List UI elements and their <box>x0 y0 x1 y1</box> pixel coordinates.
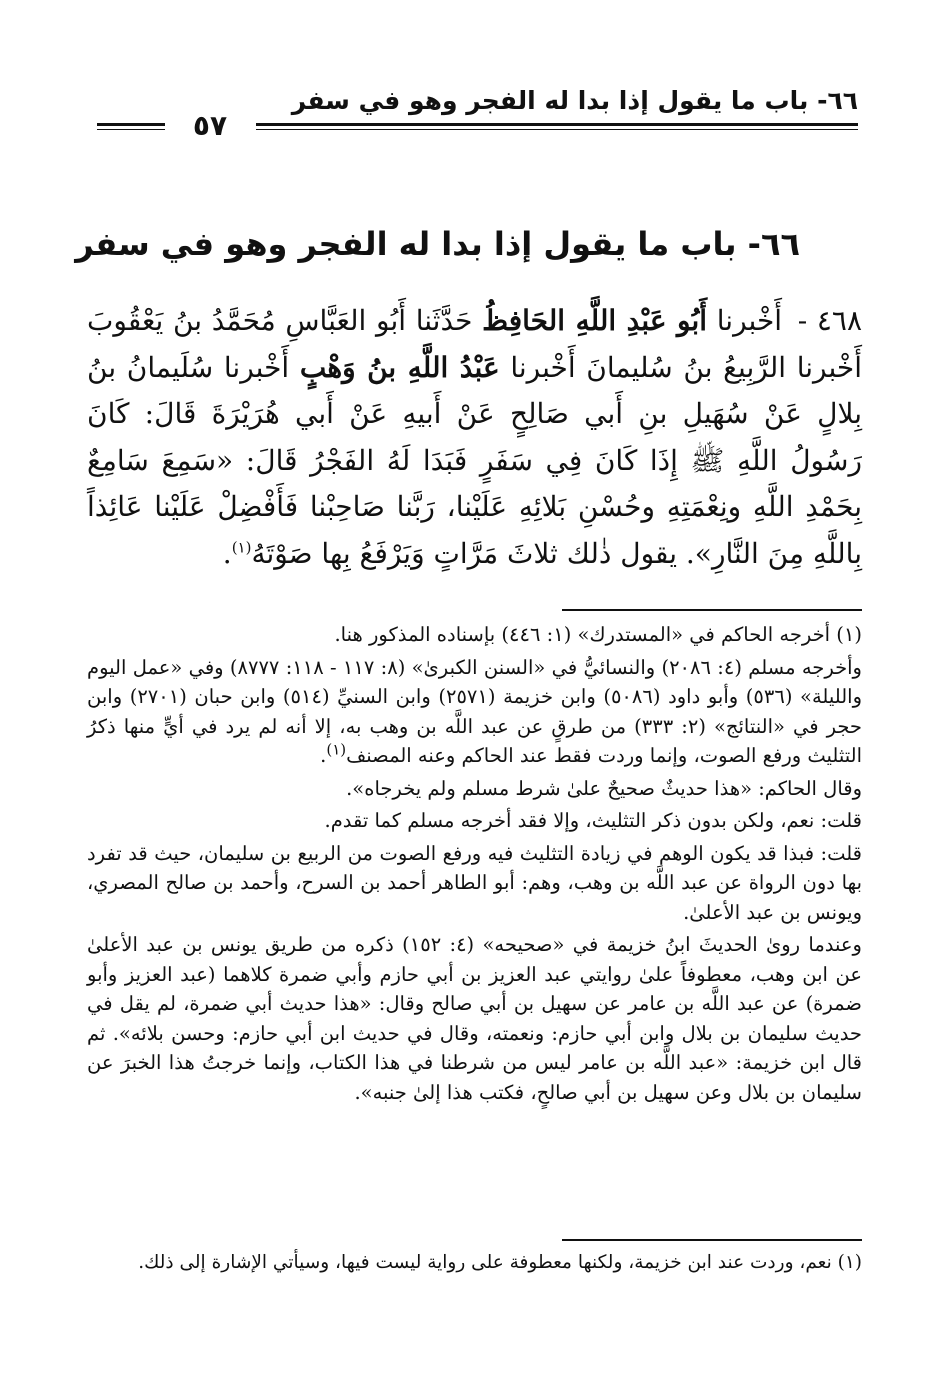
footnote-text: وأخرجه مسلم (٤: ٢٠٨٦) والنسائيُّ في «السنن الكبرىٰ» (٨: ١١٧ - ١١٨: ٨٧٧٧) وفي «عمل اليوم والليلة» (٥٣٦) وأبو داود (٥٠٨٦) وابن خزيمة (٢٥٧١) وابن السنيِّ (٥١٤) وابن حبان (٢٧٠١) وابن حجر في «النتائج» (٢: ٣٣٣) من طرقٍ عن عبد اللَّه بن وهب به، إلا أنه لم يرد في أيٍّ منها ذكرُ التثليث ورفع الصوت، وإنما وردت فقط عند الحاكم وعنه المصنف <box>87 655 862 767</box>
narrator-name: عَبْدُ اللَّهِ بنُ وَهْبٍ <box>299 350 500 384</box>
subnote-separator <box>562 1239 862 1241</box>
hadith-text-end: . <box>222 536 232 570</box>
hadith-number: ٤٦٨ - <box>797 304 862 337</box>
hadith-text-part: أَخْبرنا سُلَيمانُ بنُ بِلالٍ عَنْ سُهَيلِ بنِ أَبي صَالِحٍ عَنْ أَبيهِ عَنْ أَبي هُرَيْرَةَ قَالَ: كَانَ رَسُولُ اللَّهِ ﷺ إِذَا كَانَ فِي سَفَرٍ فَبَدَا لَهُ الفَجْرُ قَالَ: «سَمِعَ سَامِعٌ بِحَمْدِ اللَّهِ ونِعْمَتِهِ وحُسْنِ بَلائِهِ عَلَيْنا، رَبَّنا صَاحِبْنا فَأَفْضِلْ عَلَيْنا عَائِذاً بِاللَّهِ مِنَ النَّارِ». يقول ذٰلك ثلاثَ مَرَّاتٍ وَيَرْفَعُ بِها صَوْتَهُ <box>87 350 862 570</box>
narrator-name: أَبُو عَبْدِ اللَّهِ الحَافِظُ <box>482 304 708 337</box>
footnote-paragraph <box>87 653 862 771</box>
footnote-paragraph: وعندما روىٰ الحديثَ ابنُ خزيمة في «صحيحه» (٤: ١٥٢) ذكره من طريق يونس بن عبد الأعلىٰ عن ابن وهب، معطوفاً علىٰ روايتي عبد العزيز بن أبي حازم وأبي ضمرة كلاهما (عبد العزيز وأبو ضمرة) عن عبد اللَّه بن عامر عن سهيل بن أبي صالح وقال: «هذا حديث أبي ضمرة، لم يقل في حديث سليمان بن بلال وابن أبي حازم: ونعمته، وقال في حديث ابن أبي حازم: وحسن بلائه». ثم قال ابن خزيمة: «عبد اللَّه بن عامر ليس من شرطنا في هذا الكتاب، وإنما خرجتُ هذا الخبرَ عن سليمان بن بلال وعن سهيل بن أبي صالحٍ، فكتب هذا إلىٰ جنبه». <box>87 933 862 1104</box>
footnote-paragraph: وقال الحاكم: «هذا حديثٌ صحيحٌ علىٰ شرط مسلم ولم يخرجاه». <box>346 776 862 800</box>
footnote-1: (١) أخرجه الحاكم في «المستدرك» (١: ٤٤٦) بإسناده المذكور هنا. <box>334 623 862 646</box>
header-double-rule-short <box>97 123 165 130</box>
footnote-paragraph: قلت: نعم، ولكن بدون ذكر التثليث، وإلا فقد أخرجه مسلم كما تقدم. <box>324 809 862 832</box>
footnote-reference[interactable]: (١) <box>326 740 347 759</box>
footnote-reference[interactable]: (١) <box>231 538 252 557</box>
header-double-rule <box>256 123 858 130</box>
footnote-paragraph: قلت: فبذا قد يكون الوهم في زيادة التثليث فيه ورفع الصوت من الربيع بن سليمان، حيث قد تفرد بها دون الرواة عن عبد اللَّه بن وهب، وهم: أبو الطاهر أحمد بن السرح، وأحمد بن صالح المصري، ويونس بن عبد الأعلىٰ. <box>87 841 862 924</box>
chapter-title: ٦٦- باب ما يقول إذا بدا له الفجر وهو في سفر <box>75 225 800 263</box>
footnote-separator <box>562 609 862 611</box>
hadith-text <box>87 298 862 577</box>
sub-footnote-text: (١) نعم، وردت عند ابن خزيمة، ولكنها معطوفة على رواية ليست فيها، وسيأتي الإشارة إلى ذلك. <box>138 1252 862 1273</box>
footnote-text-end: . <box>320 744 327 767</box>
hadith-text-part: حَدَّثَنا أَبُو العَبَّاسِ مُحَمَّدُ بنُ يَعْقُوبَ أَخْبرنا الرَّبِيعُ بنُ سُليمانَ أَخْبرنا <box>87 304 863 384</box>
sub-footnote <box>87 1249 862 1277</box>
running-header-title: ٦٦- باب ما يقول إذا بدا له الفجر وهو في سفر <box>291 86 858 115</box>
page-number: ٥٧ <box>192 109 228 142</box>
hadith-text-part: أَخْبرنا <box>716 304 783 337</box>
footnotes <box>87 620 862 1110</box>
